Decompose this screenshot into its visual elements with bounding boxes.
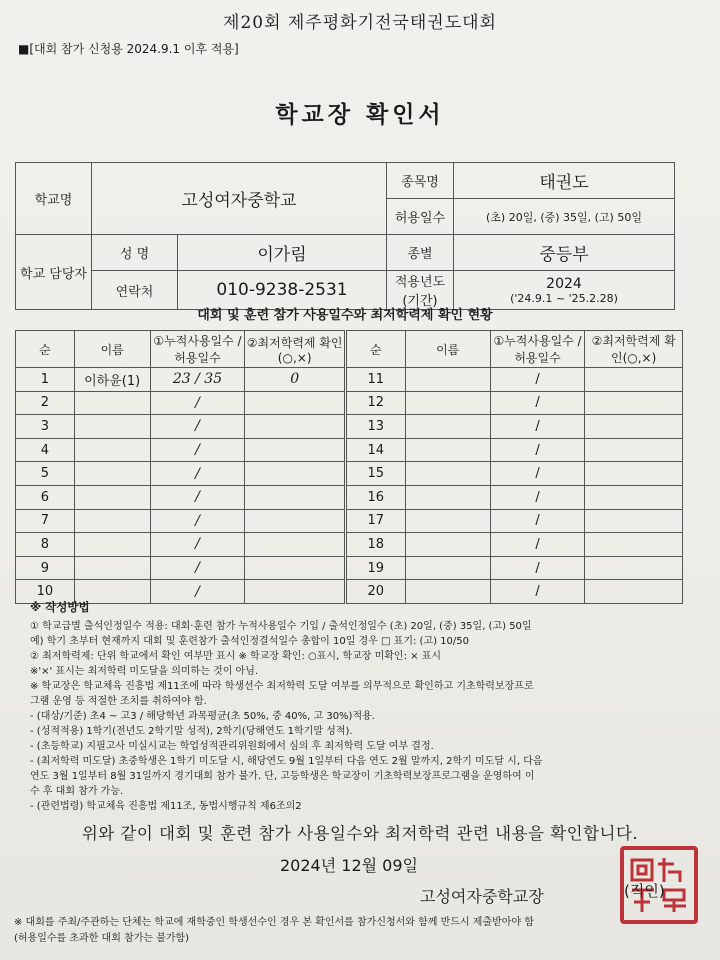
athlete-name[interactable] (405, 556, 490, 580)
academic-check[interactable] (245, 438, 346, 462)
academic-check[interactable] (585, 509, 683, 533)
athlete-name[interactable]: 이하윤(1) (74, 368, 150, 392)
col-days: ①누적사용일수 /허용일수 (150, 331, 245, 368)
days-used[interactable]: / (150, 485, 245, 509)
name-value: 이가림 (178, 235, 387, 271)
academic-check[interactable] (245, 509, 346, 533)
row-number[interactable]: 11 (345, 368, 405, 392)
contact-label: 연락처 (92, 271, 178, 310)
days-used[interactable]: / (490, 462, 585, 486)
division-value: 중등부 (454, 235, 675, 271)
academic-check[interactable] (245, 415, 346, 439)
row-number[interactable]: 19 (345, 556, 405, 580)
academic-check[interactable] (585, 415, 683, 439)
academic-check[interactable] (245, 556, 346, 580)
athlete-name[interactable] (405, 415, 490, 439)
table-row (16, 533, 683, 557)
academic-check[interactable] (585, 391, 683, 415)
row-number[interactable]: 2 (16, 391, 75, 415)
row-number[interactable]: 20 (345, 580, 405, 604)
row-number[interactable]: 13 (345, 415, 405, 439)
instructions-heading: ※ 작성방법 (30, 600, 90, 614)
division-label: 종별 (387, 235, 454, 271)
days-used[interactable]: / (150, 415, 245, 439)
instruction-line: - (초등학교) 지필고사 미실시교는 학업성적관리위원회에서 심의 후 최저학력 도달 여부 결정. (30, 741, 434, 752)
table-row (16, 368, 683, 392)
days-used[interactable]: / (490, 509, 585, 533)
instruction-line: 예) 학기 초부터 현재까지 대회 및 훈련참가 출석인정결석일수 총합이 10일 경우 □ 표기: (고) 10/50 (30, 636, 470, 647)
table-row (16, 415, 683, 439)
days-used[interactable]: / (490, 391, 585, 415)
academic-check[interactable]: 0 (245, 368, 346, 392)
athlete-name[interactable] (74, 533, 150, 557)
days-used[interactable]: / (490, 438, 585, 462)
instruction-line: ① 학교급별 출석인정일수 적용: 대회·훈련 참가 누적사용일수 기입 / 출석인정일수 (초) 20일, (중) 35일, (고) 50일 (30, 621, 532, 632)
col-name-right: 이름 (405, 331, 490, 368)
table-row (16, 556, 683, 580)
row-number[interactable]: 3 (16, 415, 75, 439)
athlete-name[interactable] (405, 391, 490, 415)
athlete-name[interactable] (405, 462, 490, 486)
row-number[interactable]: 17 (345, 509, 405, 533)
instruction-line: ※'×' 표시는 최저학력 미도달을 의미하는 것이 아님. (30, 666, 259, 677)
days-used[interactable]: / (150, 438, 245, 462)
row-number[interactable]: 12 (345, 391, 405, 415)
row-number[interactable]: 6 (16, 485, 75, 509)
confirmation-statement: 위와 같이 대회 및 훈련 참가 사용일수와 최저학력 관련 내용을 확인합니다. (81, 824, 639, 843)
col-no-right: 순 (345, 331, 405, 368)
seal-label: (직인) (624, 882, 665, 900)
row-number[interactable]: 4 (16, 438, 75, 462)
row-number[interactable]: 9 (16, 556, 75, 580)
teacher-label: 학교 담당자 (16, 235, 92, 310)
athlete-name[interactable] (405, 533, 490, 557)
instruction-line: 연도 3월 1일부터 8월 31일까지 경기대회 참가 불가. 단, 고등학생은 학교장이 기초학력보장프로그램을 운영하여 이 (30, 771, 535, 782)
allowed-days-value: (초) 20일, (중) 35일, (고) 50일 (454, 199, 675, 235)
section-title: 대회 및 훈련 참가 사용일수와 최저학력제 확인 현황 (197, 308, 493, 323)
event-title: 제20회 제주평화기전국태권도대회 (223, 13, 497, 33)
row-number[interactable]: 10 (16, 580, 75, 604)
row-number[interactable]: 5 (16, 462, 75, 486)
principal-name: 고성여자중학교장 (420, 887, 544, 906)
athlete-name[interactable] (74, 391, 150, 415)
instruction-line: - (관련법령) 학교체육 진흥법 제11조, 동법시행규칙 제6조의2 (30, 801, 302, 812)
year-label: 적용년도 (기간) (387, 271, 454, 310)
academic-check[interactable] (245, 462, 346, 486)
footnote-line: ※ 대회를 주최/주관하는 단체는 학교에 재학중인 학생선수인 경우 본 확인서를 참가신청서와 함께 반드시 제출받아야 함 (14, 917, 534, 928)
col-check: ②최저학력제 확인(○,×) (245, 331, 346, 368)
row-number[interactable]: 16 (345, 485, 405, 509)
year-value: 2024 (546, 275, 582, 292)
athlete-name[interactable] (405, 368, 490, 392)
allowed-days-label: 허용일수 (387, 199, 454, 235)
sport-value: 태권도 (454, 163, 675, 199)
academic-check[interactable] (585, 462, 683, 486)
col-days-right: ①누적사용일수 /허용일수 (490, 331, 585, 368)
school-label: 학교명 (16, 163, 92, 235)
row-number[interactable]: 8 (16, 533, 75, 557)
info-table (15, 162, 675, 310)
school-value: 고성여자중학교 (92, 163, 387, 235)
athlete-table (15, 330, 683, 604)
days-used[interactable]: / (150, 509, 245, 533)
academic-check[interactable] (245, 533, 346, 557)
athlete-name[interactable] (405, 485, 490, 509)
athlete-name[interactable] (74, 556, 150, 580)
athlete-name[interactable] (74, 462, 150, 486)
days-used[interactable]: / (150, 462, 245, 486)
table-row (16, 438, 683, 462)
footnote-line: (허용일수를 초과한 대회 참가는 불가함) (14, 933, 190, 944)
days-used[interactable]: / (150, 580, 245, 604)
col-name: 이름 (74, 331, 150, 368)
footnote (14, 915, 534, 947)
days-used[interactable]: / (490, 485, 585, 509)
days-used[interactable]: 23 / 35 (150, 368, 245, 392)
academic-check[interactable] (585, 485, 683, 509)
instruction-line: - (성적적용) 1학기(전년도 2학기말 성적), 2학기(당해연도 1학기말 성적). (30, 726, 353, 737)
academic-check[interactable] (585, 556, 683, 580)
instruction-line: 수 후 대회 참가 가능. (30, 786, 124, 797)
instruction-line: ② 최저학력제: 단위 학교에서 확인 여부만 표시 ※ 학교장 확인: ○표시, 학교장 미확인: × 표시 (30, 651, 442, 662)
athlete-name[interactable] (74, 415, 150, 439)
application-notice: ■[대회 참가 신청용 2024.9.1 이후 적용] (18, 42, 239, 56)
col-check-right: ②최저학력제 확인(○,×) (585, 331, 683, 368)
instruction-line: ※ 학교장은 학교체육 진흥법 제11조에 따라 학생선수 최저학력 도달 여부를 의무적으로 확인하고 기초학력보장프로 (30, 681, 534, 692)
days-used[interactable]: / (490, 556, 585, 580)
contact-value: 010-9238-2531 (178, 271, 387, 310)
table-row (16, 509, 683, 533)
instruction-line: 그램 운영 등 적절한 조치를 취하여야 함. (30, 696, 207, 707)
row-number[interactable]: 14 (345, 438, 405, 462)
days-used[interactable]: / (490, 580, 585, 604)
academic-check[interactable] (585, 533, 683, 557)
table-row (16, 391, 683, 415)
athlete-name[interactable] (74, 509, 150, 533)
name-label: 성 명 (92, 235, 178, 271)
days-used[interactable]: / (150, 533, 245, 557)
sport-label: 종목명 (387, 163, 454, 199)
academic-check[interactable] (245, 391, 346, 415)
academic-check[interactable] (585, 438, 683, 462)
days-used[interactable]: / (490, 533, 585, 557)
row-number[interactable]: 15 (345, 462, 405, 486)
table-row (16, 485, 683, 509)
table-row (16, 462, 683, 486)
athlete-name[interactable] (405, 438, 490, 462)
academic-check[interactable] (245, 485, 346, 509)
row-number[interactable]: 18 (345, 533, 405, 557)
days-used[interactable]: / (150, 391, 245, 415)
row-number[interactable]: 7 (16, 509, 75, 533)
days-used[interactable]: / (490, 368, 585, 392)
athlete-name[interactable] (74, 438, 150, 462)
athlete-name[interactable] (405, 509, 490, 533)
instructions (30, 600, 690, 814)
confirmation-date: 2024년 12월 09일 (280, 856, 418, 875)
instruction-line: - (대상/기준) 초4 ~ 고3 / 해당학년 과목평균(초 50%, 중 40%, 고 30%)적용. (30, 711, 375, 722)
document-title: 학교장 확인서 (275, 102, 445, 128)
academic-check[interactable] (585, 368, 683, 392)
days-used[interactable]: / (150, 556, 245, 580)
row-number[interactable]: 1 (16, 368, 75, 392)
instruction-line: - (최저학력 미도달) 초중학생은 1학기 미도달 시, 해당연도 9월 1일부터 다음 연도 2월 말까지, 2학기 미도달 시, 다음 (30, 756, 543, 767)
period-value: ('24.9.1 ~ '25.2.28) (510, 291, 618, 305)
col-no: 순 (16, 331, 75, 368)
days-used[interactable]: / (490, 415, 585, 439)
athlete-name[interactable] (74, 485, 150, 509)
